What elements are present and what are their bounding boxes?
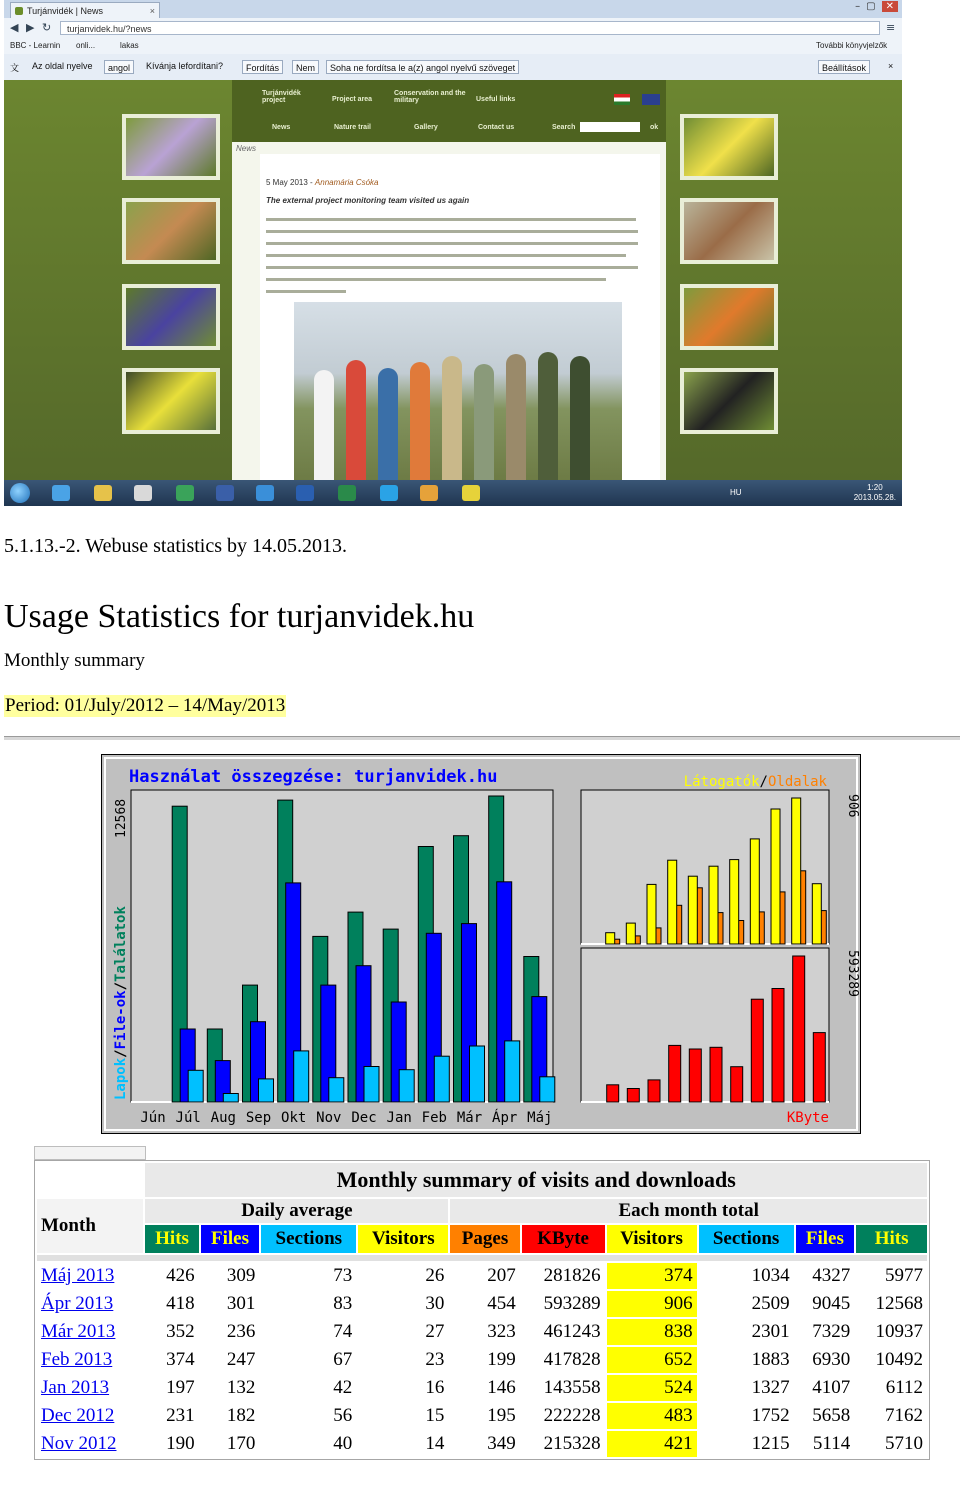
bar-visitors [606,933,615,944]
person-figure [538,352,558,480]
month-link[interactable]: Máj 2013 [41,1265,115,1286]
bar-kbyte [710,1047,722,1102]
table-cell: 30 [425,1293,445,1314]
nav-contact[interactable]: Contact us [478,124,515,131]
divider [4,736,960,740]
translate-settings-button[interactable]: Beállítások [818,60,870,74]
bar-visitors [626,923,635,944]
person-figure [346,360,366,480]
address-row [4,18,902,38]
figure-caption: 5.1.13.-2. Webuse statistics by 14.05.2013. [4,535,347,557]
table-cell: 5658 [812,1405,851,1426]
bookmark-lakas[interactable]: lakas [120,41,139,50]
page-subtitle: Monthly summary [4,650,145,671]
translate-button[interactable]: Fordítás [242,60,283,74]
table-cell: 5114 [812,1433,851,1454]
table-cell: 301 [226,1293,256,1314]
table-cell: 426 [166,1265,195,1286]
table-cell: 7162 [885,1405,923,1426]
bookmark-more[interactable]: További könyvjelzők [816,41,888,50]
x-tick-label: Máj [527,1110,553,1126]
table-cell: 524 [607,1375,697,1401]
thumbnail-butterfly [680,284,778,350]
site-search-input[interactable] [580,122,640,132]
table-row [37,1403,927,1429]
table-cell: 146 [487,1377,516,1398]
reload-icon[interactable]: ↻ [42,21,52,34]
table-cell: 12568 [875,1293,923,1314]
bar-kbyte [607,1085,619,1102]
period-label: Period: 01/July/2012 – 14/May/2013 [5,695,286,716]
article-text-line [266,278,606,281]
table-cell: 1034 [751,1265,790,1286]
thumbnail-hoopoe [680,198,778,264]
address-bar[interactable]: turjanvidek.hu/?news [60,21,880,35]
table-cell: 215328 [543,1433,601,1454]
table-cell: 1752 [751,1405,790,1426]
bar-sections [364,1067,379,1103]
table-cell: 652 [607,1347,697,1373]
left-axis-label-part: Találatok [113,906,129,982]
table-cell: 56 [333,1405,353,1426]
right-bottom-max-label: 593289 [845,950,860,997]
bar-sections [399,1070,414,1102]
left-max-label: 12568 [114,798,129,838]
col-files: Files [201,1225,260,1253]
col-visitors: Visitors [358,1225,448,1253]
nav-useful-links[interactable]: Useful links [476,96,516,103]
article-text-line [266,290,346,293]
table-cell: 1883 [751,1349,790,1370]
table-cell: 417828 [543,1349,601,1370]
bar-kbyte [648,1080,660,1102]
table-cell: 16 [425,1377,445,1398]
table-stub [34,1146,146,1160]
window-close-icon[interactable]: ✕ [882,1,898,12]
nav-search-ok[interactable]: ok [650,124,659,131]
table-cell: 182 [226,1405,256,1426]
flag-hu-icon[interactable] [614,94,630,105]
table-cell: 2509 [751,1293,790,1314]
table-row [37,1319,927,1345]
thumbnail-yellow-flower [122,368,220,434]
left-axis-label [113,906,129,1100]
site-breadcrumb: News [236,144,257,153]
table-cell: 247 [226,1349,256,1370]
table-cell: 143558 [543,1377,601,1398]
thumbnail-bird [122,198,220,264]
x-tick-label: Dec [351,1110,377,1126]
person-figure [474,364,494,480]
table-body [37,1263,927,1457]
site-navigation [232,80,666,142]
table-cell: 195 [487,1405,516,1426]
chart-legend [684,774,828,790]
table-cell: 40 [333,1433,353,1454]
article-text-line [266,266,638,269]
news-article [260,154,660,480]
translate-close-icon[interactable]: × [888,61,894,71]
table-cell: 7329 [812,1321,851,1342]
thumbnail-beetle [680,368,778,434]
site-content [232,142,666,480]
browser-screenshot [4,0,902,506]
table-caption: Monthly summary of visits and downloads [145,1163,927,1197]
month-link[interactable]: Feb 2013 [41,1349,113,1370]
bar-visitors [750,839,759,944]
table-cell: 207 [487,1265,516,1286]
table-row [37,1431,927,1457]
x-tick-label: Már [456,1110,483,1126]
post-heading: The external project monitoring team visited us again [266,196,470,205]
bar-kbyte [772,989,784,1103]
x-tick-label: Jún [140,1110,166,1126]
chart-title: Használat összegzése: turjanvidek.hu [129,767,498,787]
col-kbyte: KByte [522,1225,605,1253]
start-button[interactable] [10,483,30,503]
tab-close-icon[interactable]: × [149,6,155,16]
bar-kbyte [731,1067,743,1102]
table-cell: 74 [333,1321,353,1342]
table-cell: 190 [166,1433,195,1454]
col-total-visitors: Visitors [607,1225,697,1253]
windows-taskbar [4,480,902,506]
skype-icon[interactable] [380,485,398,501]
table-cell: 2301 [751,1321,790,1342]
bar-kbyte [751,999,763,1102]
tab-title: Turjánvidék | News [27,6,104,16]
col-total-hits: Hits [856,1225,927,1253]
menu-wrench-icon[interactable]: ≡ [886,21,896,34]
table-cell: 199 [487,1349,516,1370]
word-icon[interactable] [296,485,314,501]
language-indicator[interactable]: HU [730,488,742,497]
table-cell: 323 [487,1321,516,1342]
save-app-icon[interactable] [216,485,234,501]
tab-strip [4,0,902,18]
bar-sections [505,1041,520,1102]
no-button[interactable]: Nem [292,60,319,74]
x-tick-label: Jan [386,1110,412,1126]
table-cell: 906 [607,1291,697,1317]
table-cell: 5977 [885,1265,923,1286]
thumbnail-iris [122,284,220,350]
chrome-icon[interactable] [420,485,438,501]
legend-pages: Oldalak [767,774,827,790]
flag-uk-icon[interactable] [642,94,660,105]
bar-visitors [709,866,718,944]
bar-visitors [688,876,697,944]
table-cell: 23 [425,1349,445,1370]
x-tick-label: Sep [245,1110,272,1126]
table-cell: 15 [425,1405,445,1426]
bar-sections [188,1070,203,1102]
minimize-icon[interactable]: – [855,1,867,12]
kbyte-label: KByte [786,1110,829,1126]
left-panel [131,790,555,1102]
table-cell: 1327 [751,1377,790,1398]
table-cell: 14 [425,1433,445,1454]
bar-kbyte [689,1049,701,1102]
month-link[interactable]: Ápr 2013 [41,1293,114,1314]
legend-visitors: Látogatók [683,774,760,790]
article-text-line [266,230,638,233]
col-sections: Sections [261,1225,356,1253]
table-cell: 236 [226,1321,256,1342]
article-text-line [266,242,638,245]
table-cell: 593289 [543,1293,601,1314]
month-link[interactable]: Már 2013 [41,1321,116,1342]
month-header: Month [37,1199,143,1253]
bar-visitors [647,884,656,944]
person-figure [442,356,462,480]
person-figure [314,370,334,480]
table-cell: 26 [425,1265,445,1286]
month-link[interactable]: Dec 2012 [41,1405,115,1426]
person-figure [410,362,430,480]
bar-sections [434,1056,449,1102]
thumbnail-yellow-flowers [680,114,778,180]
translate-icon: 文 [10,63,20,73]
bar-kbyte [813,1033,825,1102]
table-cell: 197 [166,1377,195,1398]
table-cell: 454 [487,1293,516,1314]
media-player-icon[interactable] [134,485,152,501]
nav-project-area[interactable]: Project area [332,96,373,103]
table-cell: 27 [425,1321,445,1342]
nav-nature-trail[interactable]: Nature trail [334,124,371,131]
table-cell: 83 [333,1293,353,1314]
folder-icon[interactable] [94,485,112,501]
window-controls [855,1,898,12]
page-title: Usage Statistics for turjanvidek.hu [4,598,475,635]
usage-summary-chart [101,754,861,1134]
x-tick-label: Ápr [492,1110,518,1126]
table-cell: 67 [333,1349,353,1370]
bar-visitors [771,809,780,944]
right-bottom-panel [581,948,829,1102]
x-tick-label: Aug [210,1110,236,1126]
article-text-line [266,218,636,221]
excel-icon[interactable] [338,485,356,501]
nav-project[interactable]: Turjánvidék project [262,90,301,104]
translate-prefix: Az oldal nyelve [32,61,93,71]
table-row [37,1375,927,1401]
table-cell: 170 [226,1433,256,1454]
x-tick-label: Okt [281,1110,307,1126]
table-cell: 231 [166,1405,195,1426]
back-arrow-icon[interactable]: ◀ [10,21,19,34]
legend-slash: / [759,774,768,790]
shield-app-icon[interactable] [462,485,480,501]
plot-area [581,948,829,1102]
x-tick-label: Nov [316,1110,342,1126]
table-cell: 461243 [543,1321,601,1342]
nav-military[interactable]: Conservation and the military [394,90,466,104]
table-cell: 421 [607,1431,697,1457]
bar-sections [294,1051,309,1102]
table-cell: 6112 [885,1377,923,1398]
bar-kbyte [669,1045,681,1102]
daily-average-header: Daily average [145,1199,448,1223]
person-figure [378,368,398,480]
bar-sections [223,1094,238,1103]
right-top-max-label: 906 [845,794,860,818]
table-cell: 281826 [543,1265,601,1286]
bar-visitors [668,860,677,944]
table-cell: 1215 [751,1433,790,1454]
left-axis-label-part: Lapok [113,1057,129,1100]
table-cell: 374 [607,1263,697,1289]
table-cell: 349 [487,1433,516,1454]
bar-kbyte [627,1089,639,1103]
table-cell: 374 [166,1349,195,1370]
table-cell: 4107 [812,1377,851,1398]
bar-visitors [792,798,801,944]
table-cell: 4327 [812,1265,851,1286]
language-select[interactable]: angol [104,60,134,74]
col-total-sections: Sections [699,1225,794,1253]
left-axis-label-part: / [113,981,129,991]
thumbnail-flower [122,114,220,180]
wifi-app-icon[interactable] [52,485,70,501]
person-figure [570,356,590,480]
table-cell: 132 [226,1377,256,1398]
post-author: Annamária Csóka [314,178,379,187]
table-cell: 222228 [543,1405,601,1426]
bookmark-bbc[interactable]: BBC - Learnin [10,41,61,50]
left-axis-label-part: File-ok [113,990,129,1050]
table-row [37,1291,927,1317]
system-clock[interactable] [854,483,896,503]
site-favicon-icon [15,7,23,15]
right-top-panel [581,790,829,944]
nav-news[interactable]: News [272,124,291,131]
table-cell: 10937 [875,1321,923,1342]
table-cell: 10492 [875,1349,923,1370]
bar-sections [540,1077,555,1102]
clock-date: 2013.05.28. [853,493,896,502]
maximize-icon[interactable]: ▢ [866,1,882,12]
table-cell: 309 [226,1265,256,1286]
month-link[interactable]: Nov 2012 [41,1433,117,1454]
forward-arrow-icon[interactable]: ▶ [26,21,35,34]
table-row [37,1347,927,1373]
col-hits: Hits [145,1225,198,1253]
month-total-header: Each month total [450,1199,927,1223]
month-link[interactable]: Jan 2013 [41,1377,110,1398]
left-axis-label-part: / [113,1049,129,1058]
browser-tab[interactable] [10,2,160,18]
table-cell: 5710 [885,1433,923,1454]
bookmarks-bar [4,38,902,54]
bar-visitors [730,860,739,944]
never-translate-button[interactable]: Soha ne fordítsa le a(z) angol nyelvű szöveget [326,60,519,74]
table-cell: 838 [607,1319,697,1345]
group-photo [294,302,622,480]
table-cell: 352 [166,1321,195,1342]
article-text-line [266,254,626,257]
table-cell: 42 [333,1377,353,1398]
translate-question: Kívánja lefordítani? [146,61,224,71]
table-cell: 73 [333,1265,353,1286]
bar-sections [470,1046,485,1102]
post-date: 5 May 2013 - Annamária Csóka [266,178,379,187]
bar-sections [329,1078,344,1102]
bar-sections [259,1079,274,1102]
translate-bar [4,54,902,81]
table-cell: 6930 [812,1349,851,1370]
clock-time: 1:20 [867,483,883,492]
col-pages: Pages [450,1225,519,1253]
nav-gallery[interactable]: Gallery [414,124,438,131]
table-cell: 418 [166,1293,195,1314]
x-tick-label: Feb [421,1110,447,1126]
table-cell: 9045 [812,1293,851,1314]
monthly-summary-table [34,1160,930,1460]
chart-app-icon[interactable] [176,485,194,501]
bar-kbyte [793,956,805,1102]
internet-explorer-icon[interactable] [256,485,274,501]
nav-search-label: Search [552,124,576,131]
person-figure [506,354,526,480]
bar-visitors [812,884,821,944]
col-total-files: Files [796,1225,855,1253]
table-cell: 483 [607,1403,697,1429]
x-tick-label: Júl [175,1110,201,1126]
table-row [37,1263,927,1289]
bookmark-onli[interactable]: onli... [76,41,96,50]
